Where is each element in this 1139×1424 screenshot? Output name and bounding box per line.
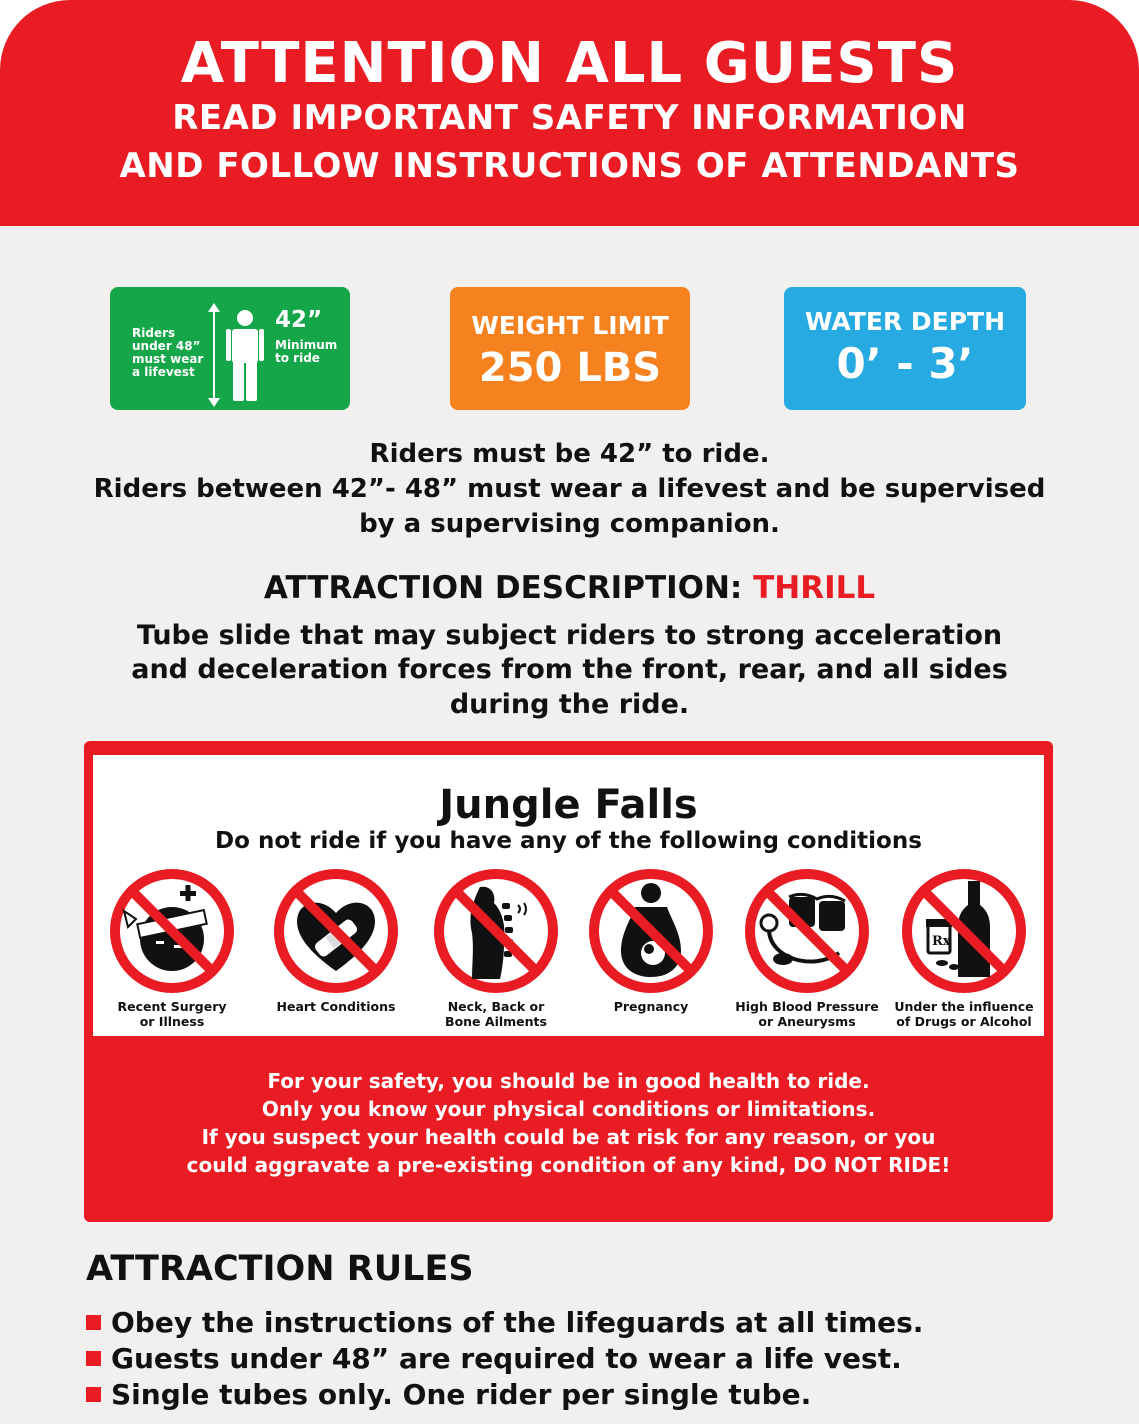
bullet-square-icon [86,1387,101,1402]
safety-line-1: For your safety, you should be in good health to ride. [267,1069,870,1093]
description-line-2: and deceleration forces from the front, rear, and all sides [131,654,1008,685]
health-warning-panel [84,741,1053,1222]
heart-bandage-icon [272,867,400,995]
minimum-height-value: 42” [275,307,323,333]
requirement-line-1: Riders must be 42” to ride. [369,439,770,469]
header-subtitle-2: AND FOLLOW INSTRUCTIONS OF ATTENDANTS [119,146,1020,186]
description-heading [0,568,1139,608]
water-depth-badge [784,287,1026,410]
bottle-pills-icon [900,867,1028,995]
condition-label-line: Pregnancy [613,999,689,1014]
header-title: ATTENTION ALL GUESTS [180,31,959,96]
safety-line-3: If you suspect your health could be at risk for any reason, or you [201,1125,936,1149]
condition-label-line: High Blood Pressure [735,999,879,1014]
conditions-subtitle: Do not ride if you have any of the following conditions [215,828,922,854]
description-heading-label: ATTRACTION DESCRIPTION: [263,570,754,606]
condition-drugs-alcohol [889,867,1039,1029]
attraction-name: Jungle Falls [439,782,698,828]
thrill-level: THRILL [753,570,876,606]
condition-back [421,867,571,1029]
pregnancy-icon [587,867,715,995]
rule-item [86,1306,923,1340]
safety-line-4: could aggravate a pre-existing condition of any kind, DO NOT RIDE! [186,1153,951,1177]
rules-heading: ATTRACTION RULES [86,1249,474,1289]
header-subtitle-1: READ IMPORTANT SAFETY INFORMATION [172,98,967,138]
description-line-1: Tube slide that may subject riders to strong acceleration [136,620,1003,651]
condition-label-line: of Drugs or Alcohol [896,1014,1032,1029]
rule-text: Single tubes only. One rider per single tube. [111,1378,812,1411]
condition-label [576,999,726,1014]
height-arrow-icon [213,305,215,405]
condition-label-line: Bone Ailments [445,1014,547,1029]
bullet-square-icon [86,1351,101,1366]
requirement-line-2: Riders between 42”- 48” must wear a lifevest and be supervised [93,474,1046,504]
condition-label [261,999,411,1014]
lifevest-note-line: must wear [132,352,204,366]
rule-text: Obey the instructions of the lifeguards at all times. [111,1306,924,1339]
person-icon [226,309,264,401]
lifevest-note-line: a lifevest [132,365,195,379]
condition-label [732,999,882,1029]
rule-text: Guests under 48” are required to wear a life vest. [111,1342,902,1375]
water-depth-value: 0’ - 3’ [836,339,974,388]
svg-text:Rx: Rx [932,934,951,949]
weight-limit-value: 250 LBS [478,345,662,391]
lifevest-note-line: under 48” [132,339,201,353]
condition-label [421,999,571,1029]
weight-limit-badge [450,287,690,410]
water-depth-label: WATER DEPTH [804,307,1006,336]
rule-item [86,1342,902,1376]
rule-item [86,1378,811,1412]
minimum-height-label [275,339,337,365]
lifevest-note [132,327,212,379]
height-requirement-badge [110,287,350,410]
condition-pregnancy [576,867,726,1014]
blood-pressure-icon [743,867,871,995]
minimum-line: Minimum [275,338,338,352]
header-banner [0,0,1139,226]
condition-label [889,999,1039,1029]
condition-label-line: or Aneurysms [758,1014,856,1029]
safety-line-2: Only you know your physical conditions or limitations. [261,1097,876,1121]
description-line-3: during the ride. [449,689,690,720]
lifevest-note-line: Riders [132,326,176,340]
condition-heart [261,867,411,1014]
conditions-area [93,755,1044,1036]
condition-blood-pressure [732,867,882,1029]
bullet-square-icon [86,1315,101,1330]
condition-label-line: Heart Conditions [276,999,396,1014]
weight-limit-label: WEIGHT LIMIT [471,311,669,340]
condition-label-line: or Illness [139,1014,205,1029]
minimum-line: to ride [275,351,320,365]
condition-label-line: Under the influence [894,999,1034,1014]
condition-label-line: Neck, Back or [447,999,545,1014]
spine-icon [432,867,560,995]
bandaged-head-icon [108,867,236,995]
condition-label [97,999,247,1029]
condition-label-line: Recent Surgery [117,999,227,1014]
requirement-line-3: by a supervising companion. [359,509,780,539]
condition-surgery [97,867,247,1029]
